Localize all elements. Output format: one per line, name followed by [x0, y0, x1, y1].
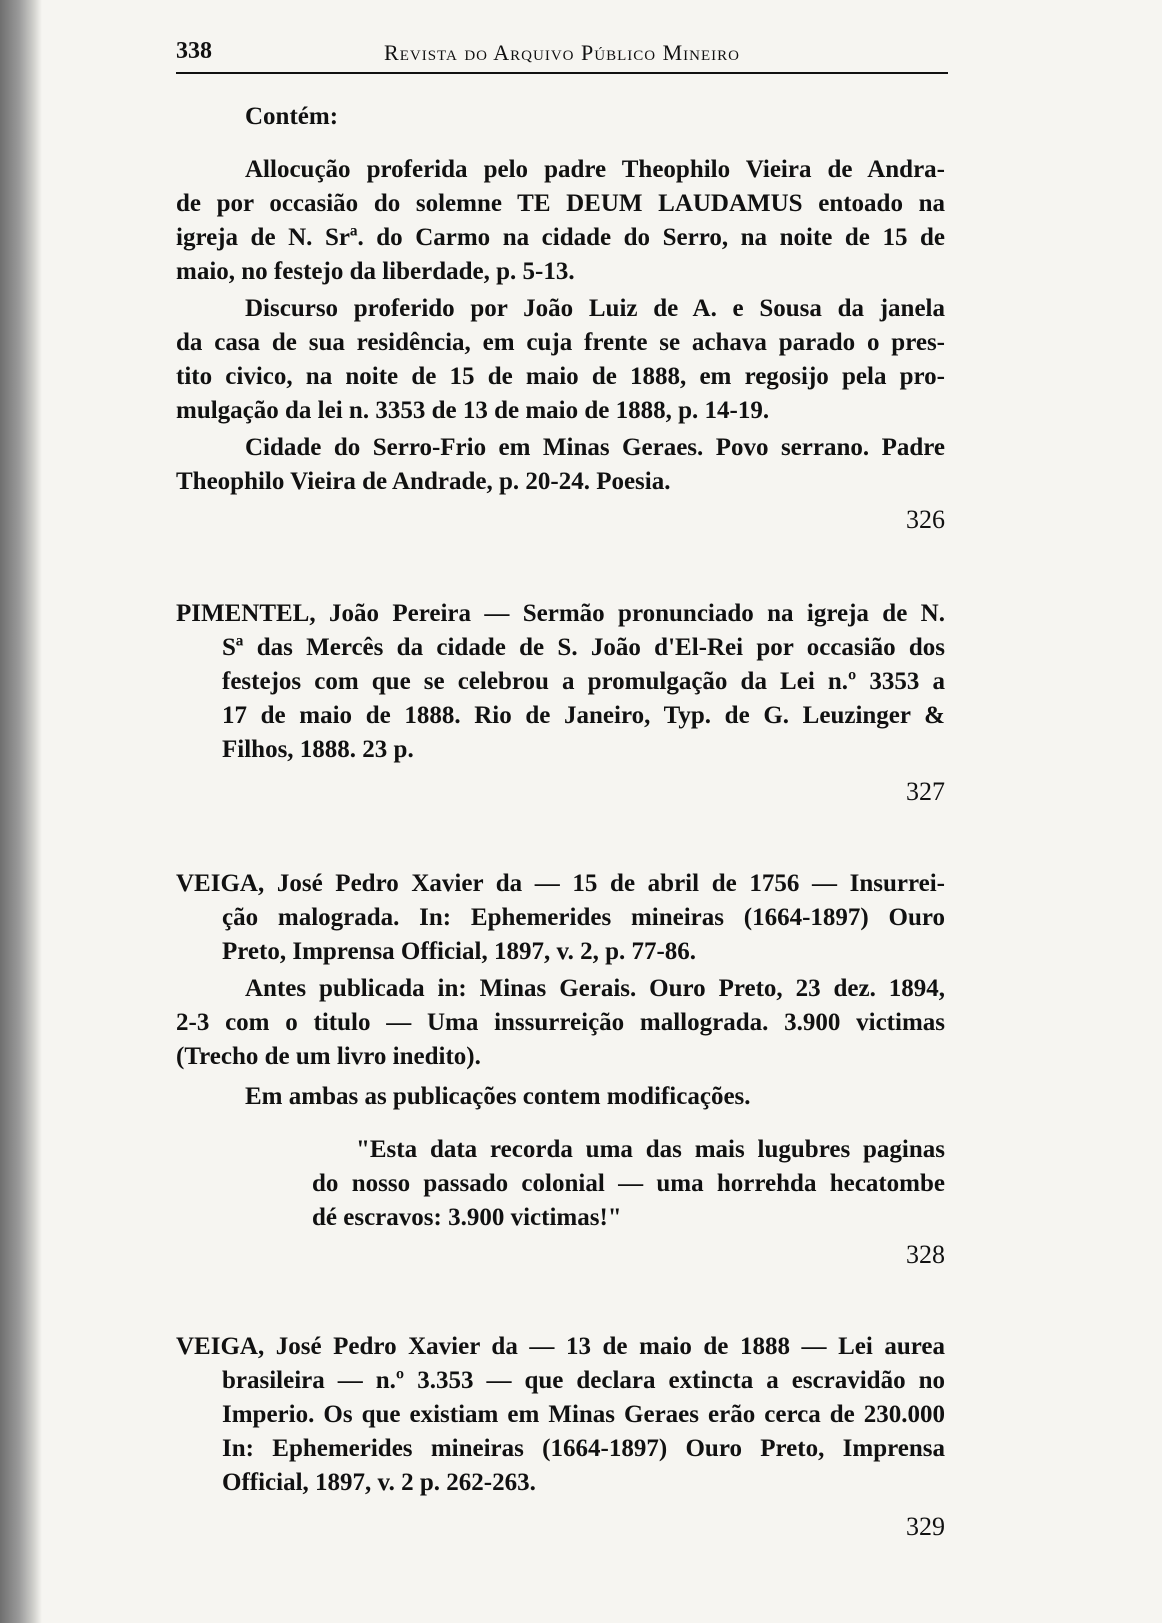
entry-number: 328 [906, 1240, 945, 1269]
text-line: Discurso proferido por João Luiz de A. e Sousa da janela [245, 295, 945, 322]
text-line: brasileira — n.º 3.353 — que declara extincta a escravidão no [222, 1367, 945, 1394]
page-header [176, 38, 948, 74]
text-line: Theophilo Vieira de Andrade, p. 20-24. Poesia. [176, 468, 671, 495]
text-line: igreja de N. Srª. do Carmo na cidade do Serro, na noite de 15 de [176, 224, 945, 251]
text-line: 17 de maio de 1888. Rio de Janeiro, Typ. de G. Leuzinger & [222, 702, 945, 729]
scan-binding-edge [0, 0, 42, 1623]
entry-number: 327 [906, 777, 945, 806]
text-line: Allocução proferida pelo padre Theophilo Vieira de Andra- [245, 156, 945, 183]
text-line: Imperio. Os que existiam em Minas Geraes erão cerca de 230.000 [222, 1401, 945, 1428]
text-line: PIMENTEL, João Pereira — Sermão pronunciado na igreja de N. [176, 600, 945, 627]
text-line: Official, 1897, v. 2 p. 262-263. [222, 1469, 536, 1496]
text-line: ção malograda. In: Ephemerides mineiras (1664-1897) Ouro [222, 904, 945, 931]
text-line: In: Ephemerides mineiras (1664-1897) Ouro Preto, Imprensa [222, 1435, 945, 1462]
quote-line: dé escravos: 3.900 victimas!" [312, 1204, 622, 1231]
text-line: da casa de sua residência, em cuja frente se achava parado o pres- [176, 329, 945, 356]
text-line: Em ambas as publicações contem modificações. [245, 1083, 751, 1110]
text-line: (Trecho de um livro inedito). [176, 1043, 481, 1070]
text-line: de por occasião do solemne TE DEUM LAUDAMUS entoado na [176, 190, 945, 217]
text-line: maio, no festejo da liberdade, p. 5-13. [176, 258, 575, 285]
text-line: Preto, Imprensa Official, 1897, v. 2, p. 77-86. [222, 938, 697, 965]
running-title: Revista do Arquivo Público Mineiro [384, 40, 740, 65]
text-line: VEIGA, José Pedro Xavier da — 13 de maio de 1888 — Lei aurea [176, 1333, 945, 1360]
entry-number: 329 [906, 1512, 945, 1541]
text-line: Antes publicada in: Minas Gerais. Ouro Preto, 23 dez. 1894, [245, 975, 945, 1002]
text-line: tito civico, na noite de 15 de maio de 1888, em regosijo pela pro- [176, 363, 945, 390]
text-line: Filhos, 1888. 23 p. [222, 736, 414, 763]
text-line: festejos com que se celebrou a promulgação da Lei n.º 3353 a [222, 668, 945, 695]
entry-number: 326 [906, 505, 945, 534]
text-line: VEIGA, José Pedro Xavier da — 15 de abril de 1756 — Insurrei- [176, 870, 945, 897]
text-line: Cidade do Serro-Frio em Minas Geraes. Povo serrano. Padre [245, 434, 945, 461]
section-heading: Contém: [245, 103, 339, 130]
quote-line: "Esta data recorda uma das mais lugubres paginas [356, 1136, 945, 1163]
text-line: 2-3 com o titulo — Uma inssurreição mallograda. 3.900 victimas [176, 1009, 945, 1036]
page-number: 338 [176, 38, 212, 64]
quote-line: do nosso passado colonial — uma horrehda hecatombe [312, 1170, 945, 1197]
text-line: mulgação da lei n. 3353 de 13 de maio de 1888, p. 14-19. [176, 397, 770, 424]
text-line: Sª das Mercês da cidade de S. João d'El-Rei por occasião dos [222, 634, 945, 661]
